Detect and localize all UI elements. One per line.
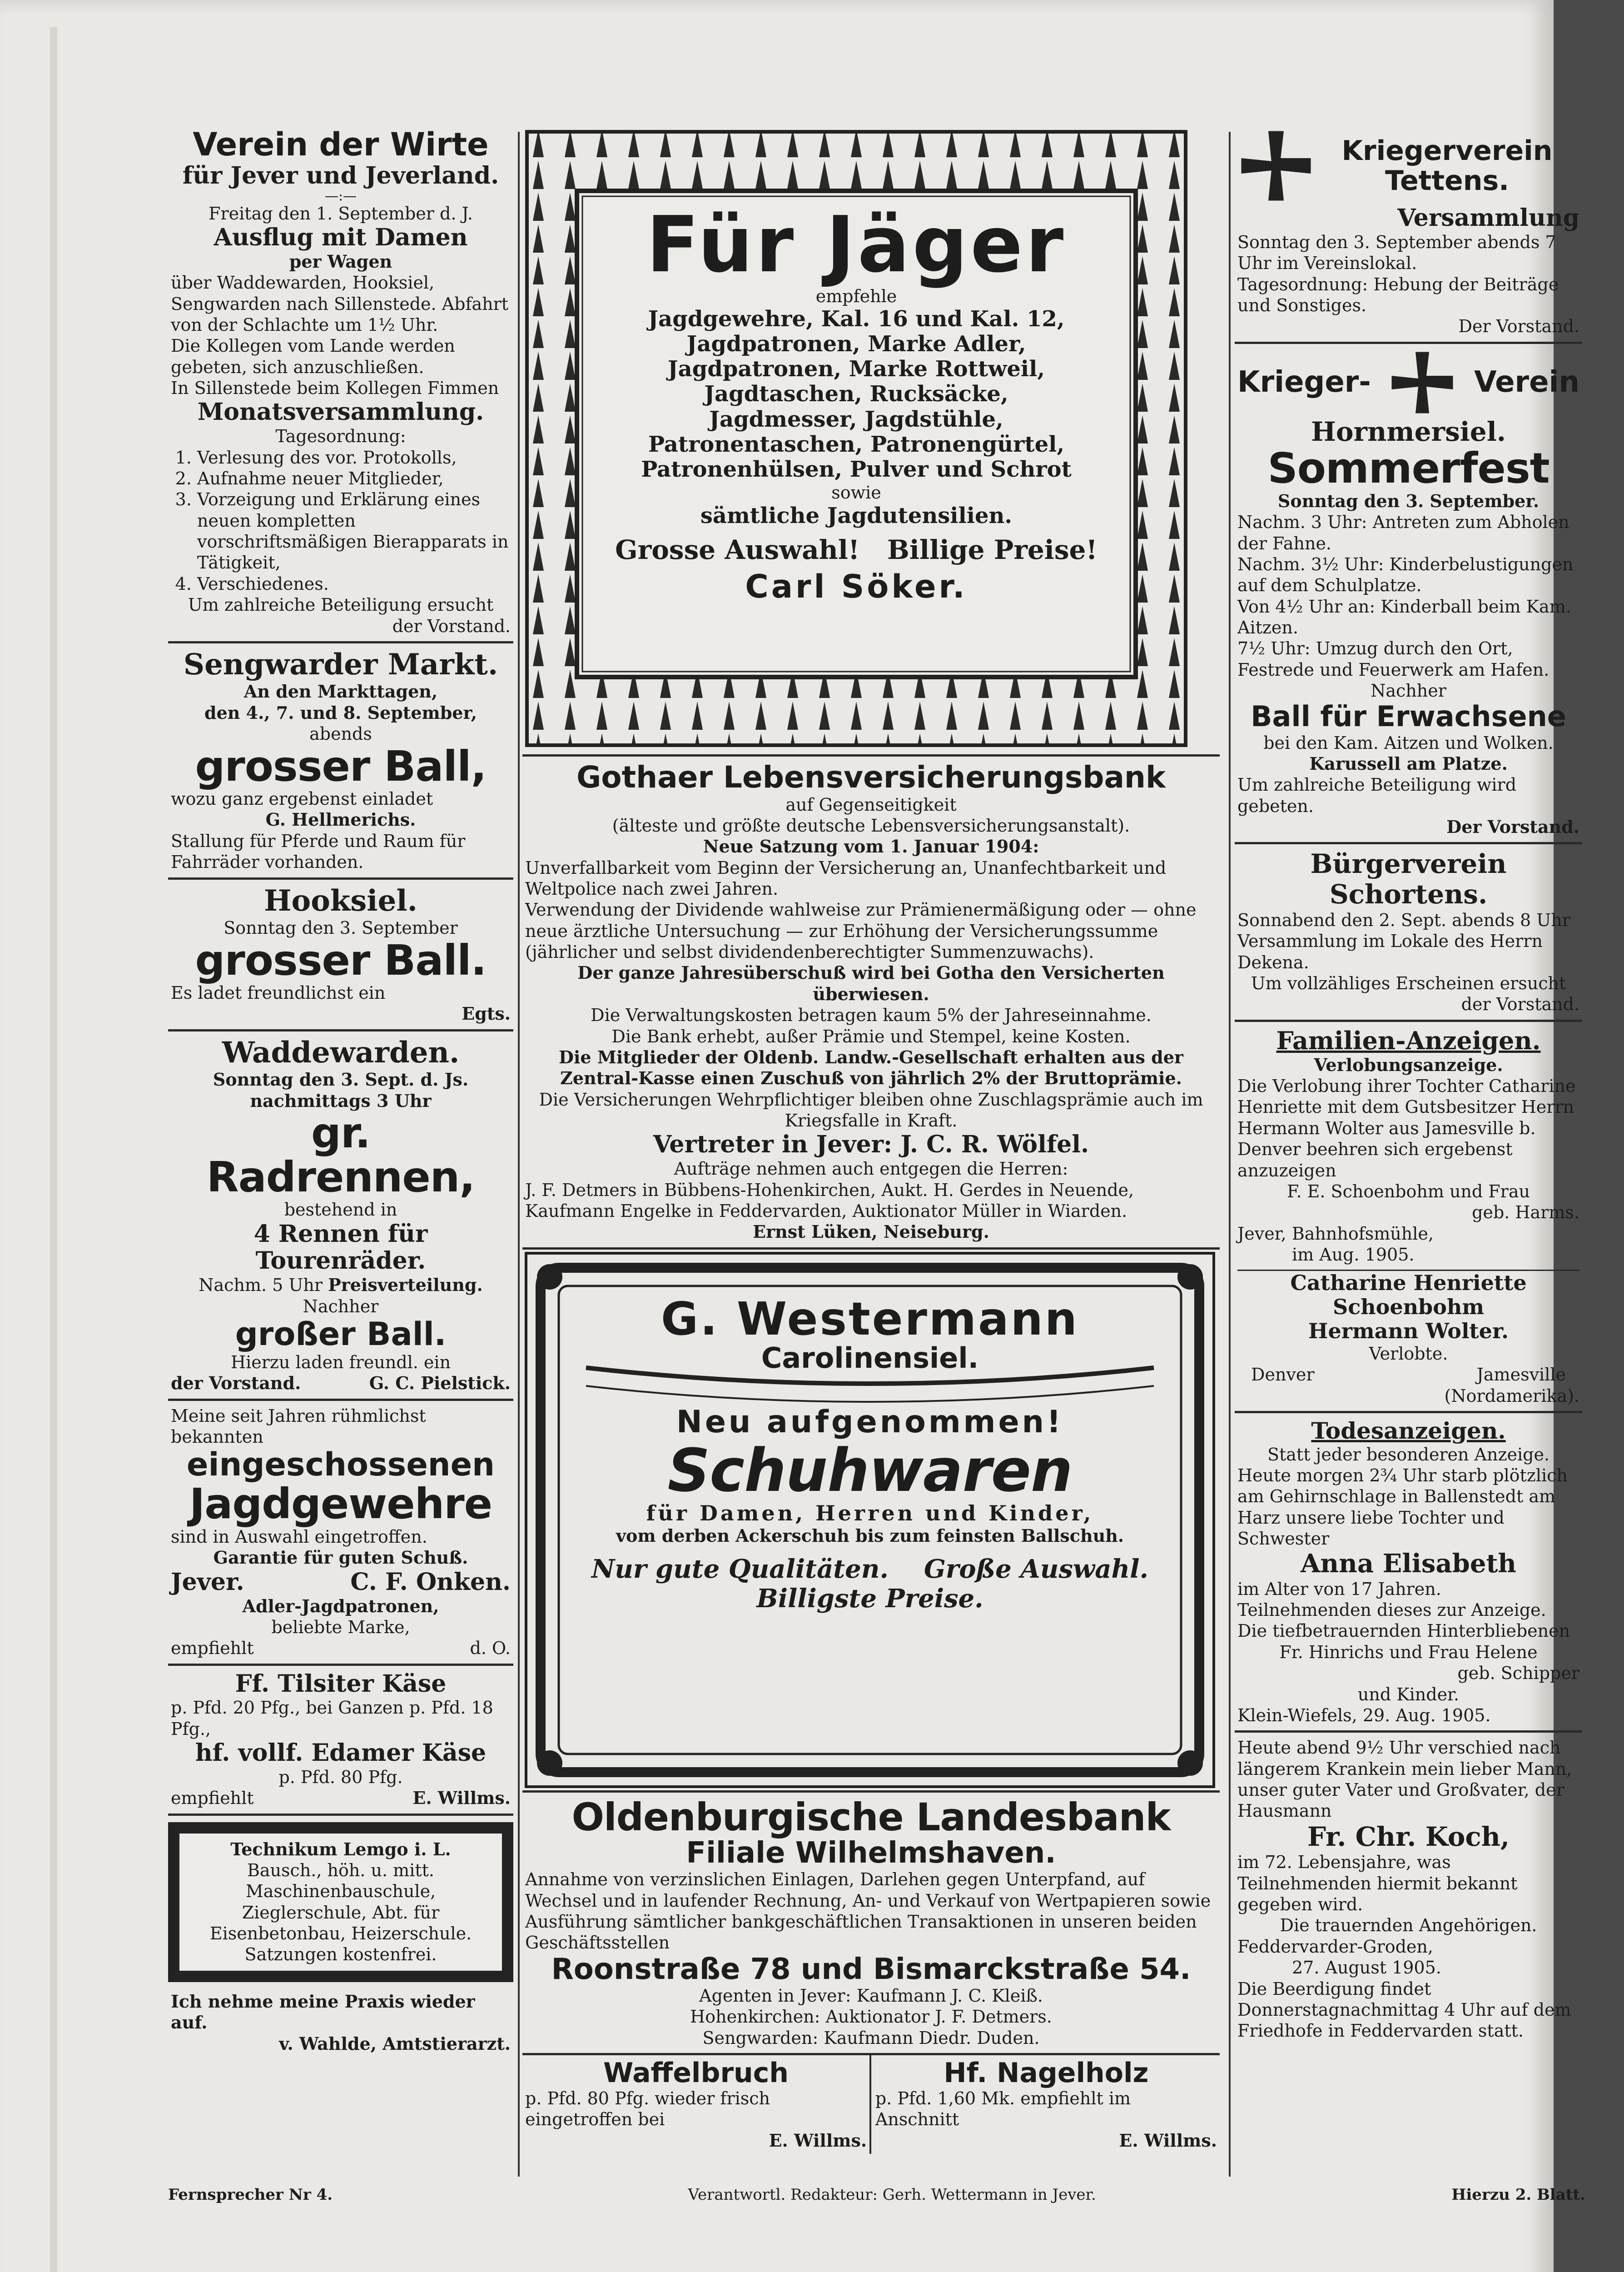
separator: —:—: [324, 188, 357, 204]
text: im Alter von 17 Jahren.: [1237, 1579, 1441, 1599]
text: (Nordamerika).: [1444, 1385, 1579, 1406]
column-rule: [518, 132, 520, 2177]
text: bei den Kam. Aitzen und Wolken.: [1263, 732, 1554, 753]
headline: Neu aufgenommen!: [676, 1404, 1064, 1440]
column-rule: [1229, 132, 1231, 2177]
text: p. Pfd. 80 Pfg. wieder frisch eingetroffen bei: [525, 2088, 770, 2130]
text: den 4., 7. und 8. September,: [204, 702, 477, 723]
text: Hierzu laden freundl. ein: [230, 1352, 451, 1372]
text: Jamesville: [1476, 1365, 1566, 1385]
agenda-list: [171, 447, 511, 595]
list-item: 4. Verschiedenes.: [197, 573, 511, 594]
ad-gothaer: [522, 754, 1220, 1250]
text: 27. August 1905.: [1292, 1958, 1441, 1978]
signature: G. Hellmerichs.: [265, 809, 416, 830]
ad-waddewarden: [168, 1031, 513, 1401]
text: Unverfallbarkeit vom Beginn der Versicherung an, Unanfechtbarkeit und Weltpolice nach zwei Jahren.: [525, 857, 1167, 899]
text: p. Pfd. 80 Pfg.: [278, 1767, 403, 1787]
event-title: grosser Ball,: [195, 742, 487, 791]
text: beliebte Marke,: [271, 1617, 410, 1637]
name: Fr. Chr. Koch,: [1307, 1821, 1510, 1852]
text: Nachm. 3 Uhr: Antreten zum Abholen der Fahne.: [1237, 512, 1569, 553]
text: In Sillenstede beim Kollegen Fimmen: [171, 378, 499, 399]
text: Verlobte.: [1369, 1343, 1448, 1364]
text: Hohenkirchen: Auktionator J. F. Detmers.: [690, 2007, 1052, 2027]
text: Die Bank erhebt, außer Prämie und Stempel, keine Kosten.: [611, 1026, 1131, 1046]
name: Anna Elisabeth: [1300, 1549, 1517, 1579]
text: p. Pfd. 20 Pfg., bei Ganzen p. Pfd. 18 Pfg.,: [171, 1698, 493, 1739]
ad-title: Kriegerverein: [1341, 135, 1553, 167]
text: Jever, Bahnhofsmühle,: [1237, 1223, 1434, 1244]
list-item: 2. Aufnahme neuer Mitglieder,: [197, 468, 511, 489]
text: Meine seit Jahren rühmlichst bekannten: [171, 1405, 426, 1447]
list-item: 3. Vorzeigung und Erklärung eines neuen kompletten vorschriftsmäßigen Bierapparats in Tätigkeit,: [197, 489, 511, 573]
event-title: grosser Ball.: [195, 936, 487, 985]
date: Freitag den 1. September d. J.: [209, 203, 473, 224]
headline: Jagdgewehre: [189, 1480, 492, 1529]
text: Der ganze Jahresüberschuß wird bei Gotha den Versicherten überwiesen.: [577, 962, 1165, 1004]
text: vom derben Ackerschuh bis zum feinsten Ballschuh.: [616, 1525, 1124, 1546]
text: Teilnehmenden dieses zur Anzeige.: [1237, 1600, 1546, 1620]
ad-subtitle: Filiale Wilhelmshaven.: [686, 1836, 1056, 1870]
text: Aufträge nehmen auch entgegen die Herren:: [674, 1159, 1068, 1179]
section-title: Todesanzeigen.: [1311, 1417, 1506, 1445]
text: geb. Schipper: [1457, 1663, 1579, 1684]
firm: G. Westermann: [661, 1292, 1079, 1345]
product-item: Patronenhülsen, Pulver und Schrot: [641, 456, 1072, 482]
event-title: Ausflug mit Damen: [214, 224, 468, 252]
footer-phone: Fernsprecher Nr 4.: [168, 2186, 333, 2204]
page-edge: [50, 27, 57, 2272]
text: für Damen, Herren und Kinder,: [646, 1501, 1094, 1526]
ad-kriegerverein-tettens: [1235, 123, 1582, 344]
text: Stallung für Pferde und Raum für Fahrräder vorhanden.: [171, 831, 466, 872]
text: Sonntag den 3. Sept. d. Js.: [213, 1069, 469, 1090]
text: Denver: [1251, 1365, 1315, 1385]
text: F. E. Schoenbohm und Frau: [1287, 1181, 1530, 1201]
text: Die Beerdigung findet Donnerstagnachmittag 4 Uhr auf dem Friedhofe in Feddervarden statt.: [1237, 1978, 1571, 2041]
text: Fr. Hinrichs und Frau Helene: [1279, 1642, 1538, 1662]
text: Die Verwaltungskosten betragen kaum 5% der Jahreseinnahme.: [591, 1005, 1152, 1026]
signature-row: [171, 1788, 511, 1809]
product: Schuhwaren: [667, 1435, 1073, 1505]
footer-next: Hierzu 2. Blatt.: [1451, 2186, 1585, 2204]
product-item: Jagdtaschen, Rucksäcke,: [704, 381, 1008, 407]
signature-row: [171, 1373, 511, 1394]
ad-kaese: [168, 1666, 513, 1816]
text: Bausch., höh. u. mitt. Maschinenbauschule, Zieglerschule, Abt. für Eisenbetonbau, Heizerschule.: [209, 1860, 472, 1944]
page-footer: [168, 2186, 1585, 2204]
text: Garantie für guten Schuß.: [213, 1547, 468, 1568]
text: Ernst Lüken, Neiseburg.: [753, 1221, 989, 1242]
text: Nachher: [303, 1296, 379, 1316]
place: Carolinensiel.: [761, 1341, 979, 1375]
text: im Aug. 1905.: [1292, 1244, 1415, 1265]
ad-praxis: [168, 1988, 513, 2057]
text: Die tiefbetrauernden Hinterbliebenen: [1237, 1621, 1570, 1641]
text: (älteste und größte deutsche Lebensversicherungsanstalt).: [612, 815, 1130, 836]
ad-todesanzeige-koch: [1235, 1733, 1582, 2046]
text: nachmittags 3 Uhr: [250, 1090, 432, 1111]
headline: Ff. Tilsiter Käse: [235, 1669, 447, 1698]
text: Die Verlobung ihrer Tochter Catharine Henriette mit dem Gutsbesitzer Herrn Hermann Wolter aus Jamesville b. Denver beehren sich ergebenst anzuzeigen: [1237, 1076, 1576, 1181]
place-row: [1237, 1364, 1579, 1385]
slogan: Nur gute Qualitäten.: [591, 1554, 889, 1584]
text: Satzungen kostenfrei.: [244, 1944, 437, 1965]
ad-buergerverein-schortens: [1235, 844, 1582, 1021]
footer-editor: Verantwortl. Redakteur: Gerh. Wettermann in Jever.: [688, 2186, 1096, 2204]
text: Heute abend 9½ Uhr verschied nach längerem Krankein mein lieber Mann, unser guter Vater und Großvater, der Hausmann: [1237, 1738, 1572, 1821]
signature: v. Wahlde, Amtstierarzt.: [279, 2033, 511, 2054]
text: Die Kollegen vom Lande werden gebeten, sich anzuschließen.: [171, 336, 455, 377]
meeting-title: Monatsversammlung.: [197, 398, 484, 426]
ads-bottom-row: [522, 2055, 1220, 2154]
signature: E. Willms.: [769, 2130, 867, 2151]
text: Neue Satzung vom 1. Januar 1904:: [703, 836, 1039, 857]
ad-title: Krieger-: [1237, 365, 1371, 399]
text: im 72. Lebensjahre, was Teilnehmenden hiermit bekannt gegeben wird.: [1237, 1852, 1518, 1915]
ad-title: Hf. Nagelholz: [944, 2057, 1149, 2089]
ad-landesbank: [522, 1790, 1220, 2055]
text: empfehle: [815, 286, 897, 306]
firm: Carl Söker.: [745, 568, 968, 606]
text: Klein-Wiefels, 29. Aug. 1905.: [1237, 1705, 1491, 1725]
product-item: Jagdgewehre, Kal. 16 und Kal. 12,: [648, 306, 1065, 332]
representative: Vertreter in Jever: J. C. R. Wölfel.: [653, 1131, 1089, 1159]
signature: E. Willms.: [1119, 2130, 1217, 2151]
ad-title: Für Jäger: [646, 200, 1067, 290]
product-item: Jagdmesser, Jagdstühle,: [709, 406, 1003, 432]
text: geb. Harms.: [1472, 1202, 1579, 1223]
column-right: [1235, 123, 1582, 2046]
ad-subtitle: Tettens.: [1385, 165, 1509, 197]
signature: der Vorstand.: [392, 616, 511, 636]
iron-cross-icon: [1388, 349, 1456, 417]
name: Hermann Wolter.: [1308, 1319, 1509, 1344]
text: Die trauernden Angehörigen.: [1280, 1915, 1537, 1936]
signature-row: [171, 1638, 511, 1659]
headline: hf. vollf. Edamer Käse: [195, 1739, 487, 1767]
column-left: [168, 123, 513, 2057]
slogan: Große Auswahl.: [924, 1554, 1148, 1584]
ad-hooksiel: [168, 880, 513, 1031]
ad-title: Sengwarder Markt.: [183, 647, 498, 682]
ad-title: Gothaer Lebensversicherungsbank: [576, 760, 1166, 795]
text: Die Mitglieder der Oldenb. Landw.-Gesellschaft erhalten aus der Zentral-Kasse einen Zuschuß von jährlich 2% der Bruttoprämie.: [559, 1046, 1183, 1089]
slogan: Grosse Auswahl!: [615, 534, 860, 565]
text: auf Gegenseitigkeit: [785, 794, 957, 815]
text: Nachher: [1371, 681, 1446, 701]
text: Sonntag den 3. September abends 7 Uhr im Vereinslokal.: [1237, 232, 1556, 274]
ad-title: Oldenburgische Landesbank: [571, 1794, 1171, 1839]
product-item: Jagdpatronen, Marke Rottweil,: [667, 356, 1045, 382]
slogan: Billigste Preise.: [756, 1583, 983, 1614]
text: sowie: [831, 483, 881, 503]
event-title: Sommerfest: [1267, 444, 1550, 493]
ad-technikum-lemgo: [168, 1822, 513, 1982]
text: Ich nehme meine Praxis wieder auf.: [171, 1991, 475, 2033]
firm-row: [171, 1569, 511, 1596]
text: Statt jeder besonderen Anzeige.: [1267, 1444, 1550, 1465]
ad-nagelholz: [873, 2055, 1220, 2154]
text: Verwendung der Dividende wahlweise zur Prämienermäßigung oder — ohne neue ärztliche Untersuchung — zur Erhöhung der Versicherungssumme (jährlicher und selbst dividendenberechtigter Summenzuwachs).: [525, 900, 1197, 962]
signature: G. C. Pielstick.: [369, 1373, 511, 1394]
ad-westermann: [522, 1250, 1220, 1790]
text: Tagesordnung: Hebung der Beiträge und Sonstiges.: [1237, 274, 1559, 315]
ad-subtitle: für Jever und Jeverland.: [182, 162, 499, 189]
ad-fuer-jaeger: [522, 127, 1220, 754]
ad-title: Bürgerverein Schortens.: [1310, 848, 1507, 910]
event-title: gr. Radrennen,: [206, 1109, 475, 1201]
text: Sonntag den 3. September: [223, 918, 458, 938]
ad-title: Waffelbruch: [603, 2057, 789, 2089]
text: per Wagen: [289, 251, 392, 272]
text: Von 4½ Uhr an: Kinderball beim Kam. Aitzen.: [1237, 596, 1571, 638]
signature: E. Willms.: [412, 1788, 511, 1809]
signature: d. O.: [470, 1638, 511, 1659]
ad-title: Waddewarden.: [222, 1035, 460, 1070]
address: Roonstraße 78 und Bismarckstraße 54.: [551, 1952, 1191, 1986]
text: Agenten in Jever: Kaufmann J. C. Kleiß.: [699, 1985, 1043, 2006]
text: sind in Auswahl eingetroffen.: [171, 1527, 427, 1547]
slogan: Billige Preise!: [887, 534, 1098, 565]
text: Sengwarden: Kaufmann Diedr. Duden.: [702, 2028, 1040, 2048]
text: Preisverteilung.: [328, 1275, 483, 1295]
text: 7½ Uhr: Umzug durch den Ort, Festrede und Feuerwerk am Hafen.: [1237, 638, 1550, 680]
text: Um zahlreiche Beteiligung wird gebeten.: [1237, 775, 1517, 816]
text: Adler-Jagdpatronen,: [242, 1595, 439, 1616]
text: p. Pfd. 1,60 Mk. empfiehlt im Anschnitt: [875, 2088, 1131, 2130]
text: empfiehlt: [171, 1788, 254, 1809]
section-todesanzeigen: [1235, 1413, 1582, 1733]
ad-sengwarder-markt: [168, 643, 513, 880]
headline: Technikum Lemgo i. L.: [230, 1839, 451, 1859]
text: Annahme von verzinslichen Einlagen, Darlehen gegen Unterpfand, auf Wechsel und in laufender Rechnung, An- und Verkauf von Wertpapieren sowie Ausführung sämtlicher bankgeschäftlichen Transaktionen in unseren beiden Geschäftsstellen: [525, 1869, 1211, 1953]
text: Feddervarder-Groden,: [1237, 1936, 1433, 1957]
text: Nachm. 3½ Uhr: Kinderbelustigungen auf dem Schulplatze.: [1237, 554, 1574, 596]
headline: eingeschossenen: [187, 1446, 495, 1484]
text: abends: [309, 724, 372, 744]
text: 4 Rennen für Tourenräder.: [253, 1220, 428, 1275]
text: Karussell am Platze.: [1309, 753, 1508, 774]
list-item: 1. Verlesung des vor. Protokolls,: [197, 447, 511, 468]
section-familien-anzeigen: [1235, 1022, 1582, 1413]
column-middle: [522, 123, 1220, 2154]
text: J. F. Detmers in Bübbens-Hohenkirchen, Aukt. H. Gerdes in Neuende, Kaufmann Engelke in Feddervarden, Auktionator Müller in Wiarden.: [525, 1180, 1134, 1221]
signature: Egts.: [462, 1003, 511, 1024]
text: Heute morgen 2³⁄₄ Uhr starb plötzlich am Gehirnschlage in Ballenstedt am Harz unsere liebe Tochter und Schwester: [1237, 1465, 1568, 1549]
text: Um zahlreiche Beteiligung ersucht: [188, 595, 494, 615]
ad-verein-der-wirte: [168, 123, 513, 643]
city: Jever.: [171, 1568, 244, 1596]
text: und Kinder.: [1357, 1684, 1460, 1704]
text: wozu ganz ergebenst einladet: [171, 789, 433, 809]
place: Hornmersiel.: [1311, 416, 1506, 447]
ad-jagdgewehre: [168, 1401, 513, 1666]
headline: Versammlung: [1397, 204, 1579, 232]
text: Es ladet freundlichst ein: [171, 983, 386, 1003]
text: Tagesordnung:: [275, 426, 406, 447]
ad-krieger-verein-hornmersiel: [1235, 344, 1582, 845]
headline: Verlobungsanzeige.: [1314, 1054, 1503, 1075]
product-item: sämtliche Jagdutensilien.: [700, 503, 1013, 528]
signature: der Vorstand.: [1461, 994, 1579, 1015]
ad-title: Verein: [1474, 365, 1579, 399]
event-title: Ball für Erwachsene: [1251, 700, 1566, 733]
text: über Waddewarden, Hooksiel, Sengwarden nach Sillenstede. Abfahrt von der Schlachte um 1½ Uhr.: [171, 273, 509, 335]
text: An den Markttagen,: [243, 681, 438, 702]
text: bestehend in: [284, 1200, 397, 1220]
product-item: Patronentaschen, Patronengürtel,: [648, 431, 1065, 457]
firm: C. F. Onken.: [350, 1568, 511, 1596]
signature: Der Vorstand.: [1458, 316, 1579, 337]
text: Sonnabend den 2. Sept. abends 8 Uhr Versammlung im Lokale des Herrn Dekena.: [1237, 910, 1570, 972]
section-title: Familien-Anzeigen.: [1276, 1026, 1541, 1055]
iron-cross-icon: [1237, 127, 1315, 204]
text: Um vollzähliges Erscheinen ersucht: [1251, 973, 1566, 993]
ad-title: Verein der Wirte: [193, 126, 489, 163]
name: Catharine Henriette Schoenbohm: [1290, 1271, 1527, 1320]
ad-waffelbruch: [522, 2055, 871, 2154]
signature: Der Vorstand.: [1446, 817, 1579, 837]
text: Nachm. 5 Uhr: [199, 1275, 323, 1295]
product-item: Jagdpatronen, Marke Adler,: [686, 331, 1026, 357]
ad-title: Hooksiel.: [264, 883, 417, 918]
text: Sonntag den 3. September.: [1277, 490, 1540, 511]
event-title: großer Ball.: [235, 1315, 447, 1353]
text: empfiehlt: [171, 1638, 254, 1659]
text: Die Versicherungen Wehrpflichtiger bleiben ohne Zuschlagsprämie auch im Kriegsfalle in Kraft.: [539, 1089, 1203, 1131]
signature: der Vorstand.: [171, 1373, 301, 1394]
